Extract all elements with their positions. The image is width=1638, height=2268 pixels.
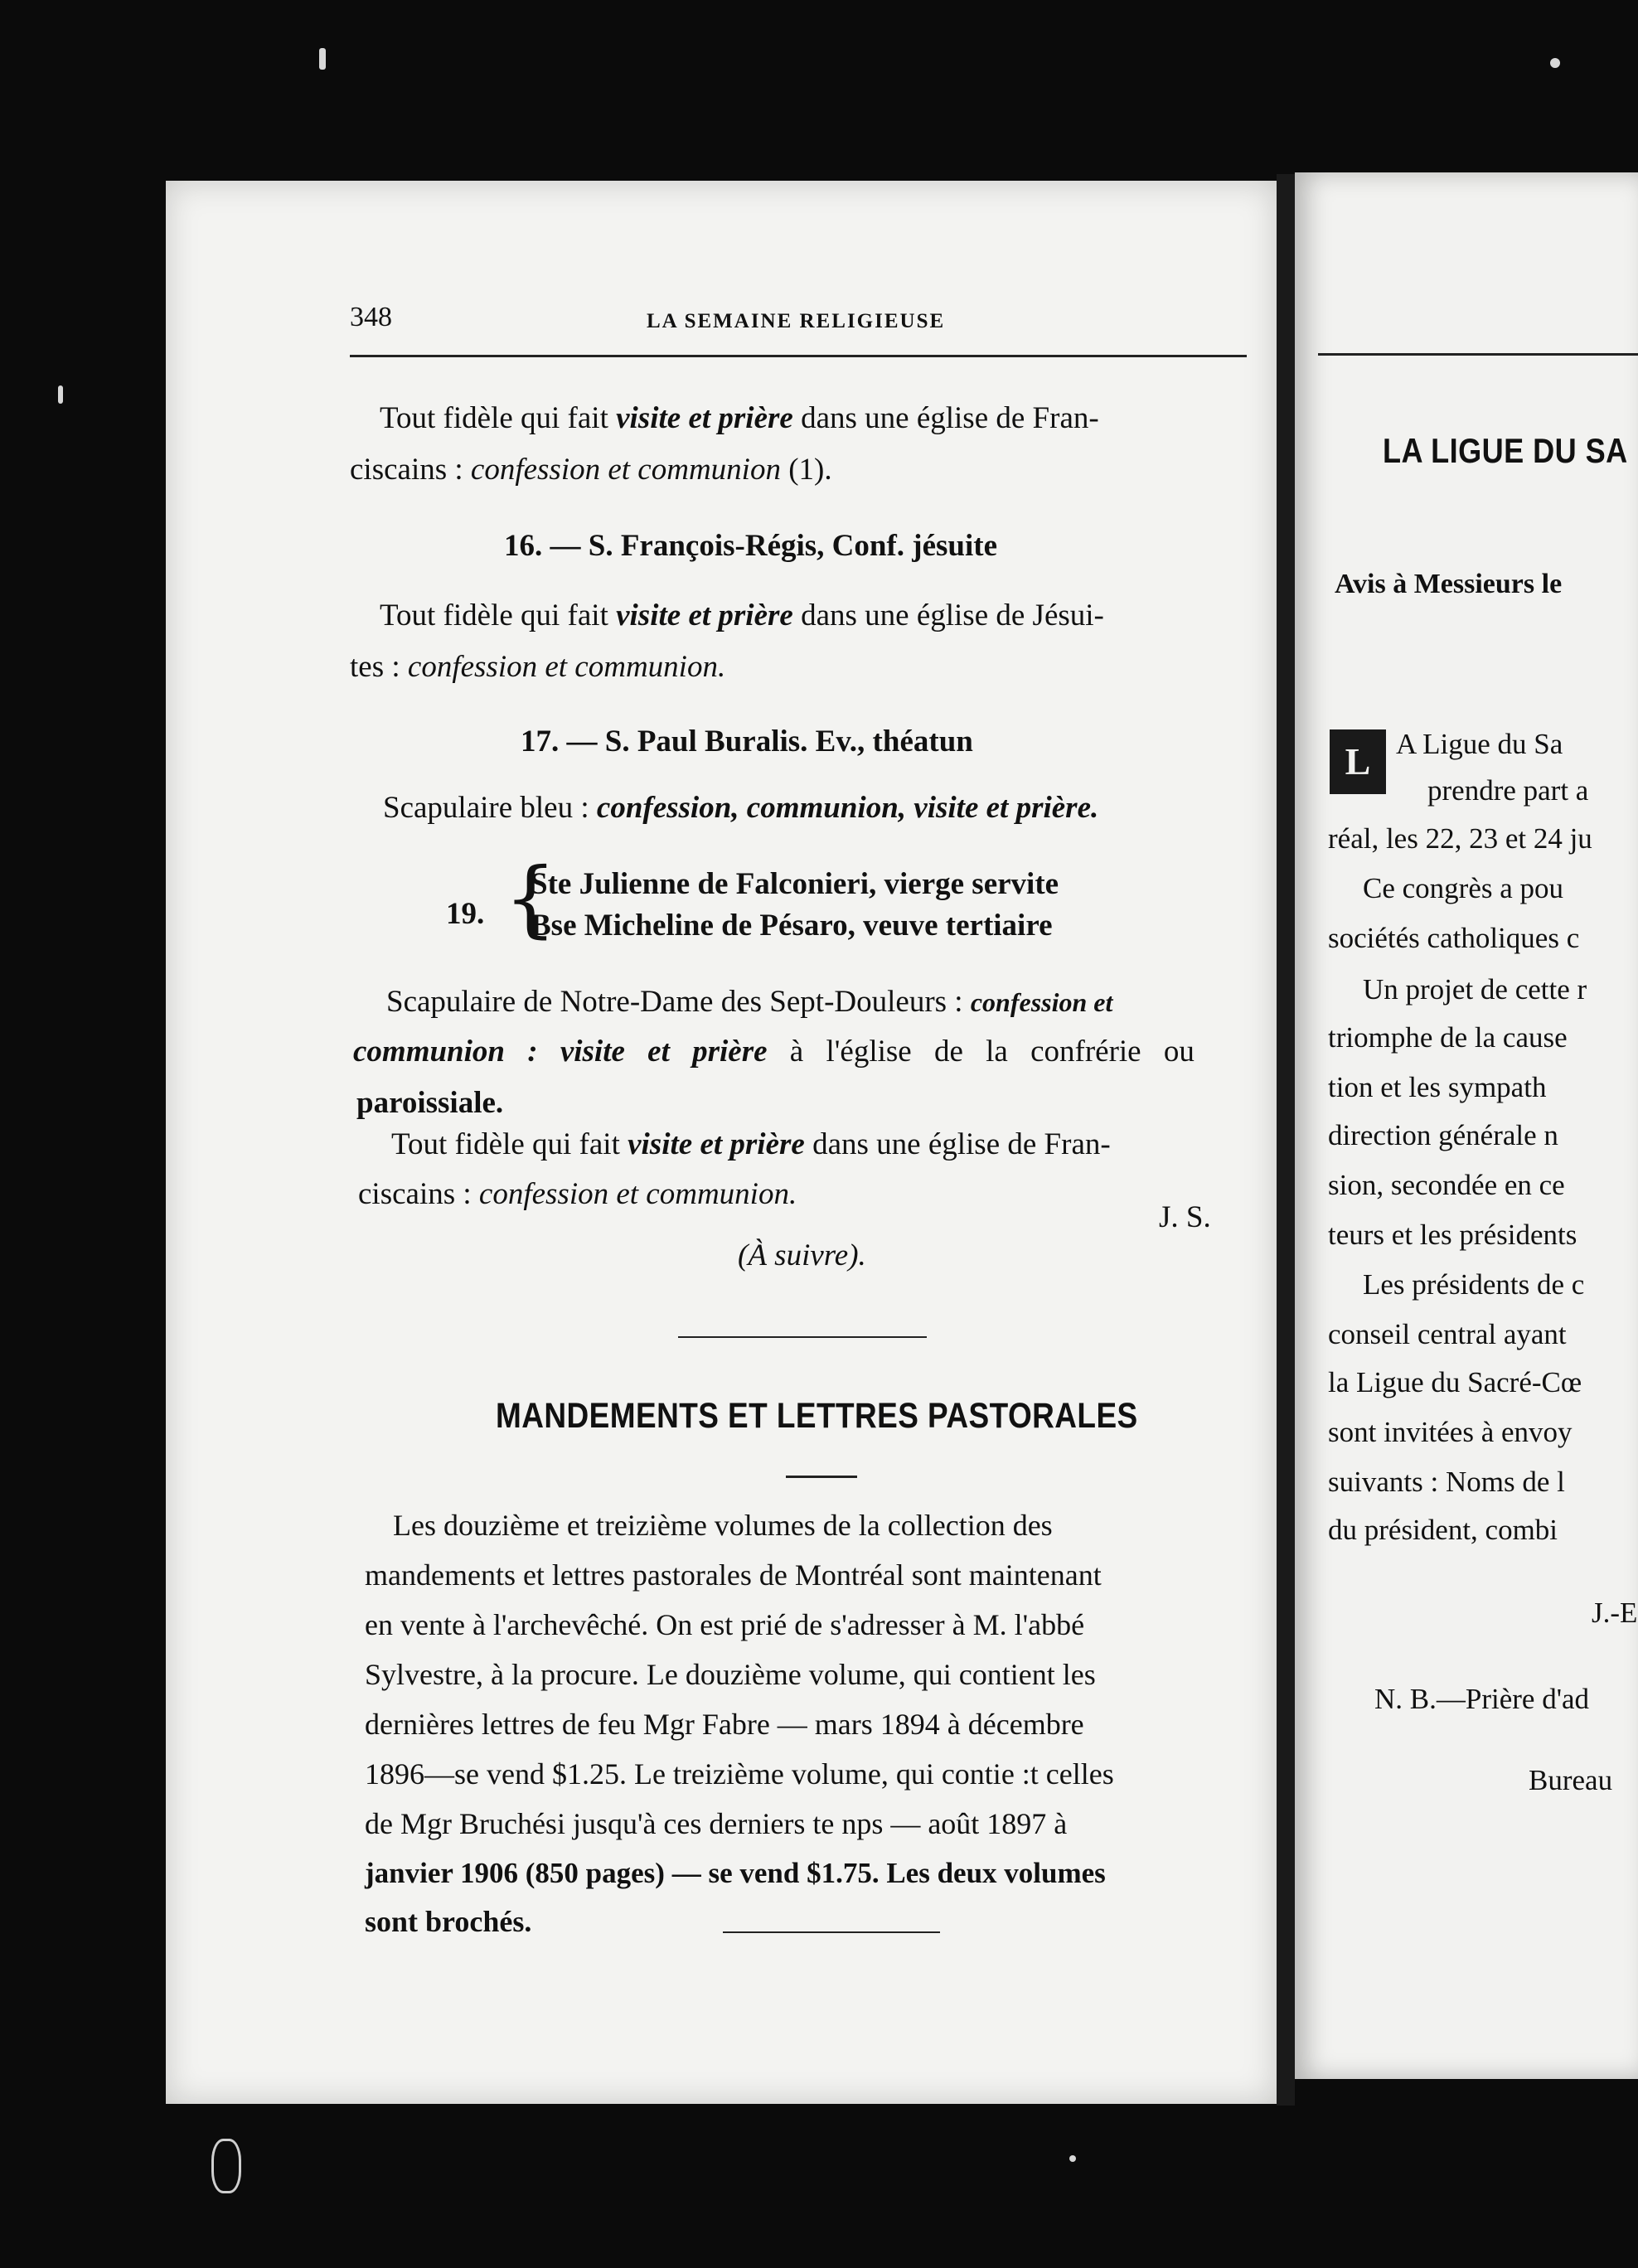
- scan-speck: [211, 2139, 241, 2193]
- right-line: Un projet de cette r: [1363, 973, 1587, 1006]
- feast-heading-19-number: 19.: [446, 897, 485, 931]
- paragraph-line: [380, 600, 1104, 631]
- text: dans une église de Jésui-: [792, 598, 1104, 632]
- text-italic: confession, communion, visite et prière.: [596, 791, 1099, 825]
- right-line: direction générale n: [1328, 1119, 1558, 1151]
- right-line: Ce congrès a pou: [1363, 872, 1564, 904]
- paragraph-line: paroissiale.: [356, 1086, 504, 1120]
- mandements-line: Les douzième et treizième volumes de la collection des: [393, 1509, 1053, 1542]
- title-underline: [786, 1476, 857, 1478]
- text: Scapulaire de Notre-Dame des Sept-Douleurs :: [386, 985, 971, 1019]
- signature: J. S.: [1159, 1200, 1211, 1234]
- a-suivre: (À suivre).: [738, 1238, 866, 1272]
- text: tes :: [350, 650, 408, 684]
- header-rule: [350, 355, 1247, 357]
- right-line: sociétés catholiques c: [1328, 922, 1580, 954]
- text: Scapulaire bleu :: [383, 791, 597, 825]
- right-line: du président, combi: [1328, 1514, 1558, 1546]
- right-line: triomphe de la cause: [1328, 1021, 1568, 1054]
- right-line: A Ligue du Sa: [1396, 728, 1563, 760]
- text: Tout fidèle qui fait: [380, 598, 617, 632]
- scan-speck: [319, 48, 326, 70]
- feast-heading-17: 17. — S. Paul Buralis. Ev., théatun: [521, 724, 973, 758]
- paragraph-line: [350, 652, 725, 682]
- paragraph-line: [380, 403, 1099, 434]
- text: dans une église de Fran-: [804, 1127, 1111, 1161]
- text-italic: visite et prière: [616, 598, 793, 632]
- end-rule: [723, 1931, 940, 1933]
- paragraph-line: [350, 454, 832, 485]
- header-rule: [1318, 353, 1638, 356]
- section-divider: [678, 1336, 927, 1338]
- mandements-line: dernières lettres de feu Mgr Fabre — mars 1894 à décembre: [365, 1708, 1084, 1741]
- mandements-line: 1896—se vend $1.25. Le treizième volume, qui contie :t celles: [365, 1757, 1114, 1791]
- mandements-line: en vente à l'archevêché. On est prié de s'adresser à M. l'abbé: [365, 1608, 1085, 1641]
- text-italic: confession et communion: [470, 453, 781, 487]
- page-number: 348: [350, 302, 392, 332]
- scan-speck: [1069, 2155, 1076, 2162]
- right-line: suivants : Noms de l: [1328, 1466, 1565, 1498]
- text-italic: visite et prière: [628, 1127, 805, 1161]
- mandements-line: Sylvestre, à la procure. Le douzième volume, qui contient les: [365, 1658, 1096, 1691]
- section-title: MANDEMENTS ET LETTRES PASTORALES: [496, 1396, 1138, 1436]
- right-page-subtitle: Avis à Messieurs le: [1335, 569, 1563, 599]
- right-line: sont invitées à envoy: [1328, 1416, 1573, 1448]
- right-page-title: LA LIGUE DU SA: [1383, 431, 1628, 470]
- right-page: [1295, 172, 1638, 2079]
- text: à l'église de la confrérie ou: [767, 1035, 1195, 1069]
- right-line: N. B.—Prière d'ad: [1374, 1683, 1590, 1715]
- mandements-line: de Mgr Bruchési jusqu'à ces derniers te nps — août 1897 à: [365, 1807, 1068, 1840]
- right-line: teurs et les présidents: [1328, 1219, 1577, 1251]
- mandements-line: mandements et lettres pastorales de Montréal sont maintenant: [365, 1558, 1102, 1592]
- paragraph-line: [353, 1036, 1195, 1067]
- text: (1).: [780, 453, 832, 487]
- right-line: J.-E: [1592, 1597, 1638, 1629]
- feast-heading-16: 16. — S. François-Régis, Conf. jésuite: [504, 529, 998, 563]
- brace-glyph: {: [504, 850, 557, 947]
- text-italic: confession et communion.: [478, 1177, 797, 1211]
- feast-heading-19-line1: Ste Julienne de Falconieri, vierge servite: [531, 867, 1059, 901]
- text: Tout fidèle qui fait: [380, 401, 617, 435]
- text: ciscains :: [350, 453, 471, 487]
- right-line: tion et les sympath: [1328, 1071, 1547, 1103]
- scan-speck: [1550, 58, 1560, 68]
- right-line: réal, les 22, 23 et 24 ju: [1328, 822, 1592, 855]
- paragraph-line: [383, 792, 1098, 823]
- paragraph-line: [358, 1179, 797, 1209]
- right-line: Les présidents de c: [1363, 1268, 1585, 1301]
- running-title: LA SEMAINE RELIGIEUSE: [647, 310, 946, 332]
- text: dans une église de Fran-: [792, 401, 1099, 435]
- right-line: prendre part a: [1427, 774, 1589, 807]
- text: ciscains :: [358, 1177, 479, 1211]
- mandements-line: janvier 1906 (850 pages) — se vend $1.75. Les deux volumes: [365, 1857, 1106, 1889]
- book-gutter: [1277, 174, 1295, 2106]
- right-line: la Ligue du Sacré-Cœ: [1328, 1366, 1582, 1398]
- text-italic: confession et communion.: [407, 650, 726, 684]
- paragraph-line: [386, 986, 1112, 1017]
- feast-heading-19-line2: Bse Micheline de Pésaro, veuve tertiaire: [531, 909, 1053, 943]
- text: Tout fidèle qui fait: [391, 1127, 628, 1161]
- dropcap: L: [1330, 729, 1386, 794]
- scan-speck: [58, 385, 63, 404]
- right-line: Bureau: [1529, 1764, 1613, 1796]
- right-line: sion, secondée en ce: [1328, 1169, 1565, 1201]
- mandements-line: sont brochés.: [365, 1905, 532, 1938]
- text-italic: visite et prière: [616, 401, 793, 435]
- right-line: conseil central ayant: [1328, 1318, 1567, 1350]
- text-italic: confession et: [970, 987, 1113, 1017]
- paragraph-line: [391, 1129, 1111, 1160]
- text-italic: communion : visite et prière: [353, 1035, 768, 1069]
